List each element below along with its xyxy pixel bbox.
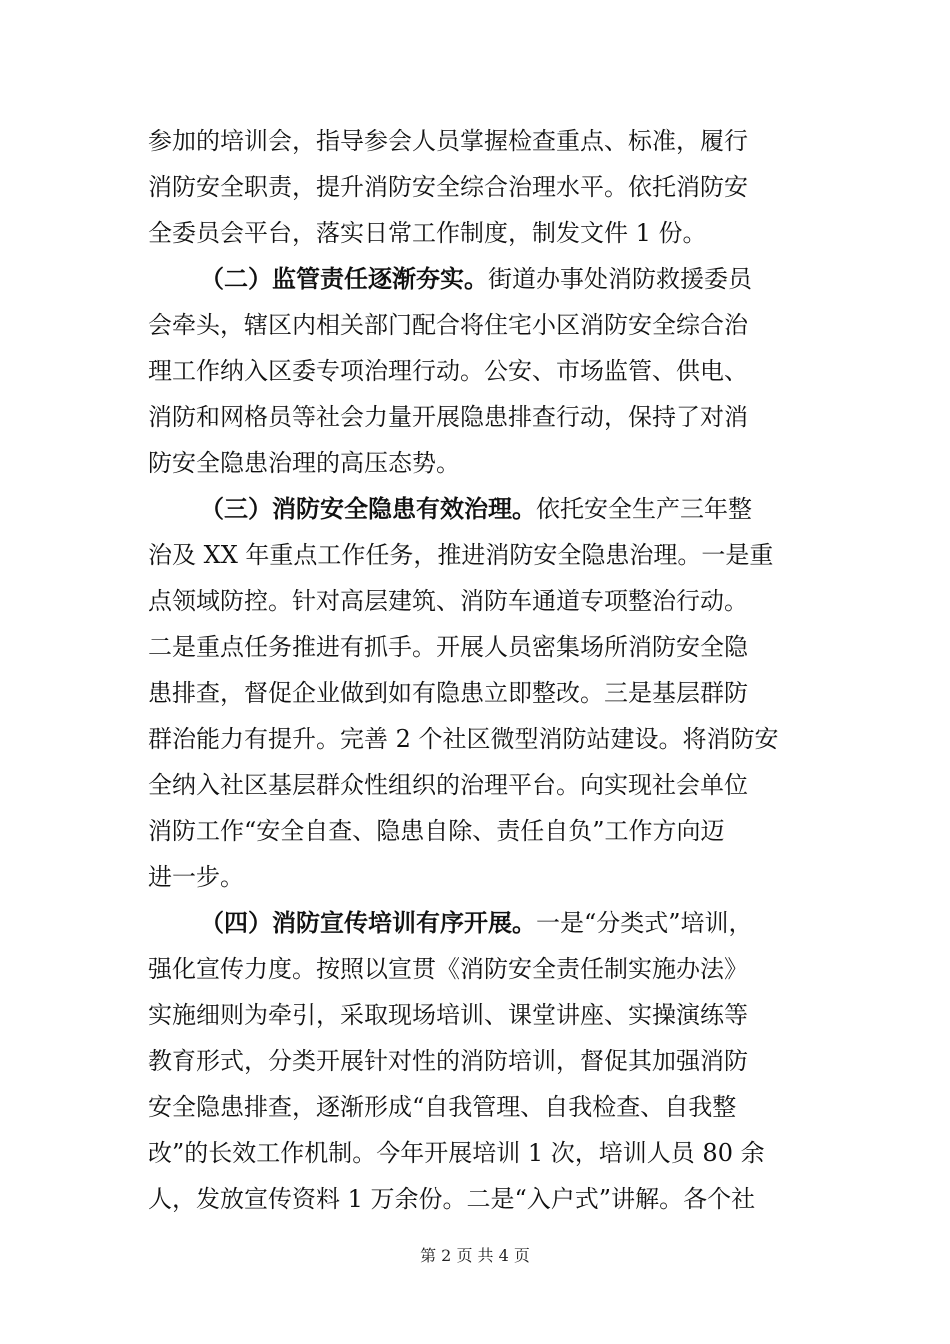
text-line: 安全隐患排查，逐渐形成“自我管理、自我检查、自我整 (148, 1093, 737, 1121)
section-heading-4: （四）消防宣传培训有序开展。 (200, 909, 536, 937)
text-line: 患排查，督促企业做到如有隐患立即整改。三是基层群防 (148, 679, 748, 707)
text-line: 点领域防控。针对高层建筑、消防车通道专项整治行动。 (148, 587, 748, 615)
paragraph-3-first-line (148, 486, 818, 532)
text-line: 治及 XX 年重点工作任务，推进消防安全隐患治理。一是重 (148, 541, 774, 569)
text-line: 防安全隐患治理的高压态势。 (148, 449, 460, 477)
text-line: 消防和网格员等社会力量开展隐患排查行动，保持了对消 (148, 403, 748, 431)
text-span: 一是“分类式”培训， (536, 909, 753, 937)
text-line: 改”的长效工作机制。今年开展培训 1 次，培训人员 80 余 (148, 1139, 765, 1167)
text-line: 人，发放宣传资料 1 万余份。二是“入户式”讲解。各个社 (148, 1185, 756, 1213)
text-line: 全纳入社区基层群众性组织的治理平台。向实现社会单位 (148, 771, 748, 799)
section-heading-2: （二）监管责任逐渐夯实。 (200, 265, 488, 293)
paragraph-2-first-line (148, 256, 818, 302)
section-heading-3: （三）消防安全隐患有效治理。 (200, 495, 536, 523)
text-line: 全委员会平台，落实日常工作制度，制发文件 1 份。 (148, 219, 707, 247)
text-line: 消防安全职责，提升消防安全综合治理水平。依托消防安 (148, 173, 748, 201)
text-span: 依托安全生产三年整 (536, 495, 752, 523)
text-line: 教育形式，分类开展针对性的消防培训，督促其加强消防 (148, 1047, 748, 1075)
text-span: 街道办事处消防救援委员 (488, 265, 752, 293)
text-line: 强化宣传力度。按照以宣贯《消防安全责任制实施办法》 (148, 955, 748, 983)
text-line: 进一步。 (148, 863, 244, 891)
text-line: 消防工作“安全自查、隐患自除、责任自负”工作方向迈 (148, 817, 725, 845)
paragraph-4-first-line (148, 900, 818, 946)
page-footer (0, 1243, 950, 1266)
document-body (148, 118, 818, 1222)
text-line: 会牵头，辖区内相关部门配合将住宅小区消防安全综合治 (148, 311, 748, 339)
text-line: 群治能力有提升。完善 2 个社区微型消防站建设。将消防安 (148, 725, 779, 753)
text-line: 实施细则为牵引，采取现场培训、课堂讲座、实操演练等 (148, 1001, 748, 1029)
page-number-label: 第 2 页 共 4 页 (420, 1246, 530, 1265)
text-line: 理工作纳入区委专项治理行动。公安、市场监管、供电、 (148, 357, 748, 385)
text-line: 二是重点任务推进有抓手。开展人员密集场所消防安全隐 (148, 633, 748, 661)
text-line: 参加的培训会，指导参会人员掌握检查重点、标准，履行 (148, 127, 748, 155)
